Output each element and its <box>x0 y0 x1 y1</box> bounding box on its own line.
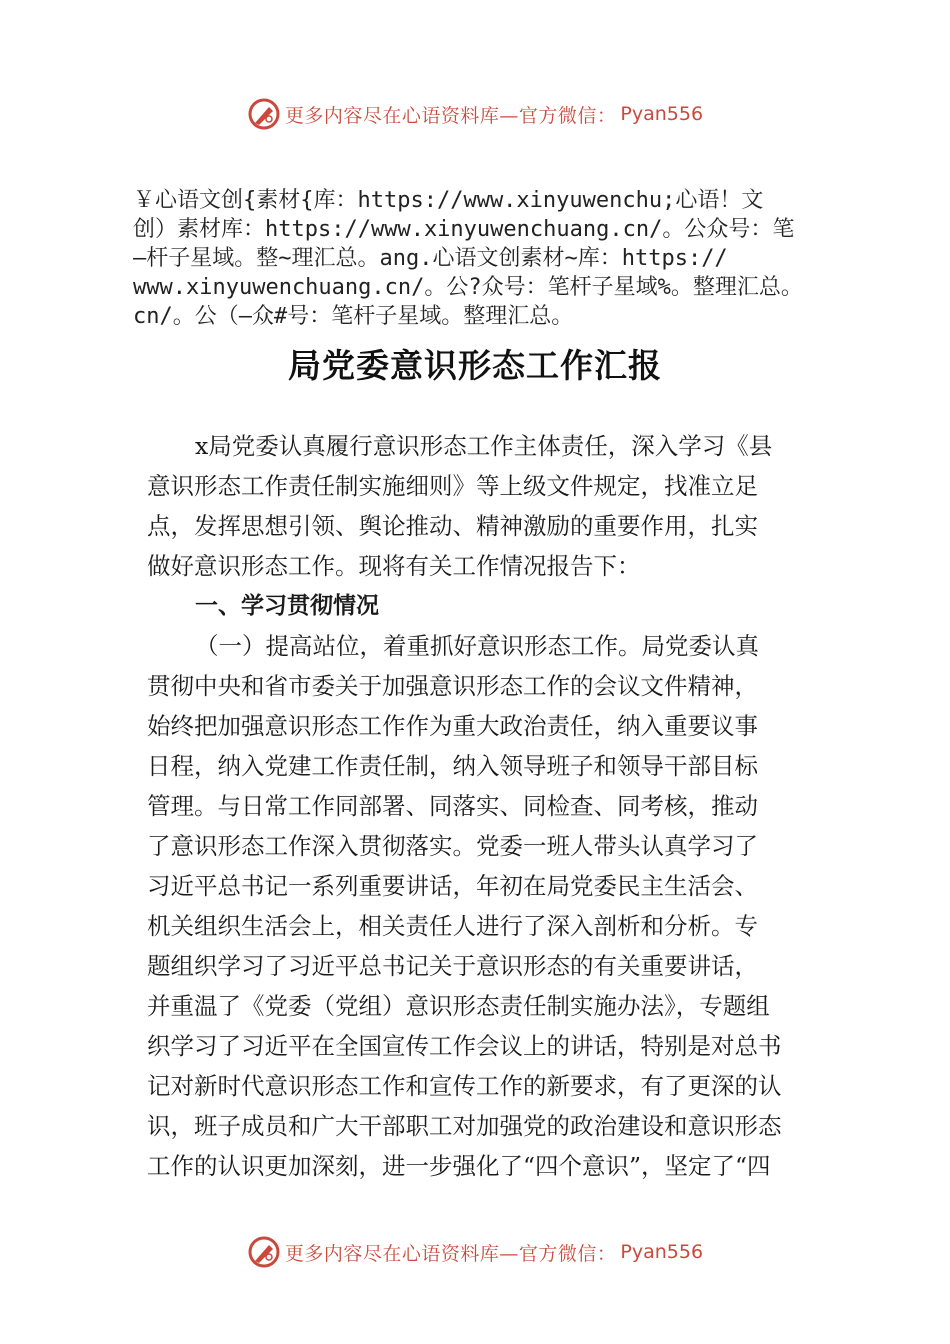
pen-logo-icon <box>247 97 281 131</box>
paragraph-line: 日程，纳入党建工作责任制，纳入领导班子和领导干部目标 <box>147 752 758 780</box>
paragraph-line: 题组织学习了习近平总书记关于意识形态的有关重要讲话， <box>147 952 758 980</box>
pen-logo-icon <box>247 1235 281 1269</box>
banner-wechat-id: Pyan556 <box>620 103 704 125</box>
banner-wechat-id: Pyan556 <box>620 1241 704 1263</box>
garbled-header-block <box>133 186 843 331</box>
paragraph-line: 机关组织生活会上，相关责任人进行了深入剖析和分析。专 <box>147 912 758 940</box>
paragraph-line: 做好意识形态工作。现将有关工作情况报告下： <box>147 552 641 580</box>
banner-text: 更多内容尽在心语资料库—官方微信： <box>284 1242 617 1265</box>
paragraph-line: 意识形态工作责任制实施细则》等上级文件规定，找准立足 <box>147 472 758 500</box>
paragraph-line: 并重温了《党委（党组）意识形态责任制实施办法》，专题组 <box>147 992 770 1020</box>
paragraph-line: 了意识形态工作深入贯彻落实。党委一班人带头认真学习了 <box>147 832 758 860</box>
paragraph-line: 识，班子成员和广大干部职工对加强党的政治建设和意识形态 <box>147 1112 782 1140</box>
paragraph-line: （一）提高站位，着重抓好意识形态工作。局党委认真 <box>195 632 759 660</box>
document-title: 局党委意识形态工作汇报 <box>288 346 662 385</box>
section-heading: 一、学习贯彻情况 <box>195 593 379 619</box>
paragraph-line: 贯彻中央和省市委关于加强意识形态工作的会议文件精神， <box>147 672 758 700</box>
garbled-line: cn/。公（—众#号：笔杆子星域。整理汇总。 <box>133 304 574 329</box>
paragraph-line: 记对新时代意识形态工作和宣传工作的新要求，有了更深的认 <box>147 1072 782 1100</box>
paragraph-line: 点，发挥思想引领、舆论推动、精神激励的重要作用，扎实 <box>147 512 758 540</box>
garbled-line: 创）素材库：https://www.xinyuwenchuang.cn/。公众号：笔 <box>133 217 795 242</box>
document-body <box>147 426 827 1186</box>
paragraph-line: 始终把加强意识形态工作作为重大政治责任，纳入重要议事 <box>147 712 758 740</box>
paragraph-line: 织学习了习近平在全国宣传工作会议上的讲话，特别是对总书 <box>147 1032 782 1060</box>
paragraph-line: 管理。与日常工作同部署、同落实、同检查、同考核，推动 <box>147 792 758 820</box>
paragraph-line: 工作的认识更加深刻，进一步强化了“四个意识”，坚定了“四 <box>147 1152 771 1180</box>
garbled-line: www.xinyuwenchuang.cn/。公?众号：笔杆子星域%。整理汇总。 <box>133 275 803 300</box>
garbled-line: ￥心语文创{素材{库：https://www.xinyuwenchu;心语！文 <box>133 188 764 213</box>
header-banner <box>0 94 950 134</box>
paragraph-line: 习近平总书记一系列重要讲话，年初在局党委民主生活会、 <box>147 872 758 900</box>
footer-banner <box>0 1232 950 1272</box>
banner-text: 更多内容尽在心语资料库—官方微信： <box>284 104 617 127</box>
paragraph-line: x局党委认真履行意识形态工作主体责任，深入学习《县 <box>195 432 773 460</box>
garbled-line: —杆子星域。整~理汇总。ang.心语文创素材~库：https:// <box>133 246 728 271</box>
